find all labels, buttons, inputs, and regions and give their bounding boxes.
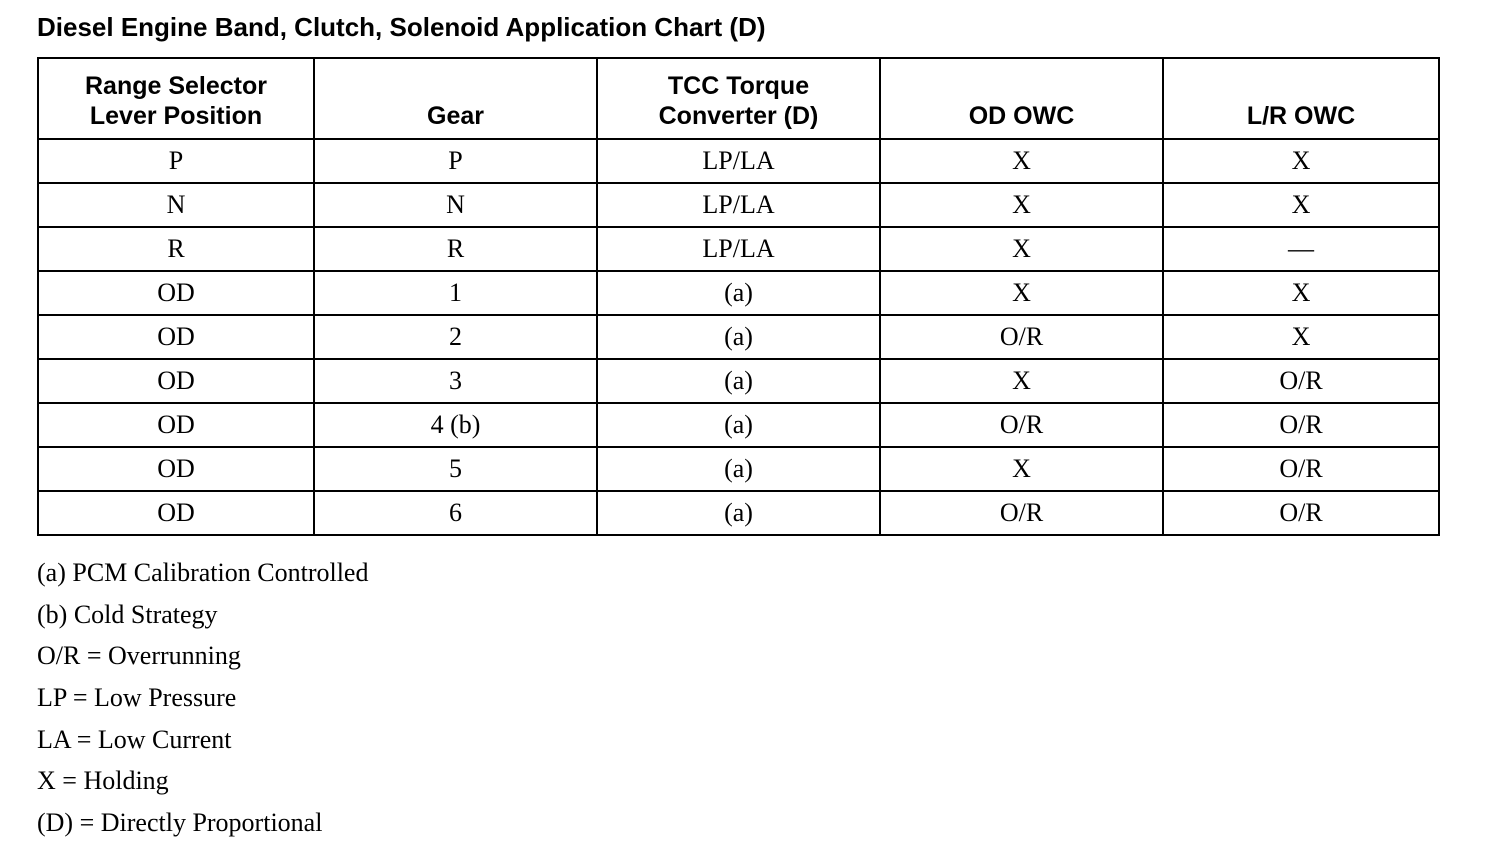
cell-od-owc: X — [880, 271, 1163, 315]
header-line: Converter (D) — [658, 102, 819, 130]
footnote: (a) PCM Calibration Controlled — [37, 558, 369, 587]
column-header-tcc-torque-converter — [597, 58, 880, 139]
cell-od-owc: X — [880, 183, 1163, 227]
cell-od-owc: O/R — [880, 491, 1163, 535]
table-row — [38, 271, 1439, 315]
cell-tcc-torque-converter: (a) — [597, 315, 880, 359]
cell-od-owc: O/R — [880, 403, 1163, 447]
header-line: TCC Torque — [667, 72, 810, 100]
cell-range-selector: OD — [38, 315, 314, 359]
cell-range-selector: R — [38, 227, 314, 271]
cell-tcc-torque-converter: (a) — [597, 271, 880, 315]
footnote: (D) = Directly Proportional — [37, 808, 323, 838]
cell-range-selector: P — [38, 139, 314, 183]
cell-lr-owc: X — [1163, 139, 1439, 183]
header-line: OD OWC — [968, 102, 1075, 130]
cell-od-owc: X — [880, 139, 1163, 183]
cell-lr-owc: X — [1163, 183, 1439, 227]
footnotes — [37, 552, 368, 844]
cell-lr-owc: O/R — [1163, 491, 1439, 535]
cell-tcc-torque-converter: LP/LA — [597, 227, 880, 271]
cell-gear: 3 — [314, 359, 597, 403]
cell-range-selector: OD — [38, 447, 314, 491]
header-line: Lever Position — [89, 102, 263, 130]
footnote: LA = Low Current — [37, 724, 232, 754]
table-body — [38, 139, 1439, 535]
cell-gear: 4 (b) — [314, 403, 597, 447]
page-title: Diesel Engine Band, Clutch, Solenoid Application Chart (D) — [37, 12, 766, 42]
cell-gear: 6 — [314, 491, 597, 535]
cell-lr-owc: O/R — [1163, 359, 1439, 403]
cell-lr-owc: X — [1163, 315, 1439, 359]
table-row — [38, 183, 1439, 227]
table-row — [38, 227, 1439, 271]
cell-tcc-torque-converter: LP/LA — [597, 139, 880, 183]
table-row — [38, 491, 1439, 535]
cell-tcc-torque-converter: (a) — [597, 403, 880, 447]
cell-range-selector: OD — [38, 359, 314, 403]
cell-od-owc: X — [880, 447, 1163, 491]
cell-range-selector: OD — [38, 491, 314, 535]
table-row — [38, 139, 1439, 183]
header-line: Gear — [427, 102, 484, 130]
cell-gear: 5 — [314, 447, 597, 491]
header-row — [38, 58, 1439, 139]
cell-gear: N — [314, 183, 597, 227]
table-row — [38, 447, 1439, 491]
cell-tcc-torque-converter: LP/LA — [597, 183, 880, 227]
cell-lr-owc: O/R — [1163, 403, 1439, 447]
cell-od-owc: X — [880, 359, 1163, 403]
footnote: LP = Low Pressure — [37, 683, 237, 713]
table-row — [38, 403, 1439, 447]
column-header-lr-owc — [1163, 58, 1439, 139]
cell-range-selector: OD — [38, 271, 314, 315]
footnote: O/R = Overrunning — [37, 641, 241, 671]
application-chart-table — [37, 57, 1440, 536]
cell-lr-owc: — — [1163, 227, 1439, 271]
cell-tcc-torque-converter: (a) — [597, 447, 880, 491]
cell-od-owc: O/R — [880, 315, 1163, 359]
table-row — [38, 359, 1439, 403]
cell-lr-owc: X — [1163, 271, 1439, 315]
cell-range-selector: OD — [38, 403, 314, 447]
cell-od-owc: X — [880, 227, 1163, 271]
cell-gear: 1 — [314, 271, 597, 315]
column-header-gear — [314, 58, 597, 139]
cell-gear: 2 — [314, 315, 597, 359]
table-row — [38, 315, 1439, 359]
cell-tcc-torque-converter: (a) — [597, 491, 880, 535]
column-header-od-owc — [880, 58, 1163, 139]
cell-gear: P — [314, 139, 597, 183]
cell-lr-owc: O/R — [1163, 447, 1439, 491]
footnote: (b) Cold Strategy — [37, 599, 218, 629]
cell-gear: R — [314, 227, 597, 271]
header-line: L/R OWC — [1246, 102, 1356, 130]
header-line: Range Selector — [84, 72, 267, 100]
cell-tcc-torque-converter: (a) — [597, 359, 880, 403]
footnote: X = Holding — [37, 766, 169, 796]
cell-range-selector: N — [38, 183, 314, 227]
column-header-range-selector — [38, 58, 314, 139]
